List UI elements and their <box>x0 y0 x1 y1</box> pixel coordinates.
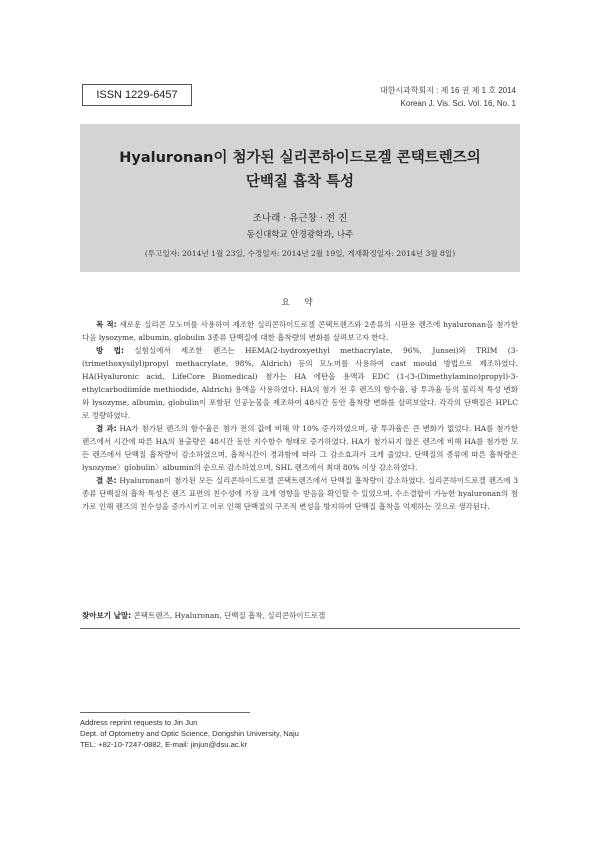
conclusion-label: 결 론: <box>96 476 117 485</box>
abstract-heading: 요 약 <box>281 298 319 308</box>
results-text: HA가 첨가된 렌즈의 함수율은 첨가 전의 값에 비해 약 10% 증가하였으며, 광 투과율은 큰 변화가 없었다. HA를 첨가한 렌즈에서 시간에 따른 HA의 용출량은 48시간 동안 지수함수 형태로 증가하였다. HA가 첨가되지 않은 렌즈에 비해 HA를 첨가한 모든 렌즈에서 단백질 흡착량이 감소하였으며, 흡착시간이 경과함에 따라 그 감소효과가 크게 줄었다. 단백질의 종류에 따른 흡착량은 lysozyme〉globulin〉albumin의 순으로 감소하였으며, SHL 렌즈에서 최대 80% 이상 감소하였다. <box>82 424 518 472</box>
journal-citation <box>380 84 516 110</box>
abstract-divider <box>80 628 520 629</box>
paper-title <box>80 146 520 194</box>
journal-citation-english: Korean J. Vis. Sci. Vol. 16, No. 1 <box>400 99 516 108</box>
footnote <box>80 717 520 750</box>
issn-box: ISSN 1229-6457 <box>82 84 192 106</box>
abstract-results <box>82 422 518 474</box>
authors: 조나래 · 유근창 · 전 진 <box>252 213 348 224</box>
affiliation: 동신대학교 안경광학과, 나주 <box>246 230 354 240</box>
conclusion-text: Hyaluronan이 첨가된 모든 실리콘하이드로겔 콘택트렌즈에서 단백질 흡착량이 감소하였다. 실리콘하이드로겔 렌즈에 3종류 단백질의 흡착 특성은 렌즈 표면의 친수성에 가장 크게 영향을 받음을 확인할 수 있었으며, 수소결합이 가능한 hyaluronan의 첨가로 인해 렌즈의 친수성을 증가시키고 이로 인해 단백질의 구조적 변성을 방지하여 단백질 흡착을 억제하는 것으로 생각된다. <box>82 476 519 511</box>
methods-label: 방 법: <box>96 346 125 355</box>
abstract-conclusion <box>82 474 518 513</box>
purpose-text: 새로운 실리콘 모노머를 사용하여 제조한 실리콘하이드로겔 콘택트렌즈와 2종류의 시판용 렌즈에 hyaluronan을 첨가한 다음 lysozyme, albumin, globulin 3종류 단백질에 대한 흡착량의 변화를 살펴보고자 한다. <box>82 320 518 342</box>
purpose-label: 목 적: <box>96 320 117 329</box>
keywords-text: 콘택트렌즈, Hyaluronan, 단백질 흡착, 실리콘하이드로겔 <box>133 611 326 620</box>
footnote-line-2: Dept. of Optometry and Optic Science, Dongshin University, Naju <box>80 729 299 738</box>
abstract-methods <box>82 344 518 422</box>
footnote-line-3: TEL: +82-10-7247-0882, E-mail: jinjun@dsu.ac.kr <box>80 740 248 749</box>
results-label: 결 과: <box>96 424 117 433</box>
methods-text: 실험실에서 제조한 렌즈는 HEMA(2-hydroxyethyl methacrylate, 96%, Junsei)와 TRIM (3-(trimethoxysilyl)propyl methacrylate, 98%, Aldrich) 등의 모노머를 사용하여 cast mould 방법으로 제조하였다. HA(Hyaluronic acid, LifeCore Biomedical) 첨가는 HA 에탄올 용액과 EDC (1-(3-(Dimethylamino)propyl)-3-ethylcarbodiimide methiodide, Aldrich) 용액을 사용하였다. HA의 첨가 전 후 렌즈의 함수율, 광 투과율 등의 물리적 특성 변화와 lysozyme, albumin, globulin이 포함된 인공눈물을 제조하여 48시간 동안 흡착량 변화를 살펴보았다. 각각의 단백질은 HPLC로 정량하였다. <box>82 346 518 420</box>
abstract-purpose <box>82 318 518 344</box>
keywords-label: 찾아보기 낱말: <box>82 611 132 620</box>
paper-title-line-1: Hyaluronan이 첨가된 실리콘하이드로겔 콘택트렌즈의 <box>119 150 481 166</box>
footnote-divider <box>80 712 250 713</box>
keywords <box>82 609 518 622</box>
journal-citation-korean: 대한시과학회지 : 제 16 권 제 1 호 2014 <box>379 86 516 95</box>
paper-title-line-2: 단백질 흡착 특성 <box>245 174 355 190</box>
submission-dates: (투고일자: 2014년 1월 23일, 수정일자: 2014년 2월 19일, 게재확정일자: 2014년 3월 8일) <box>144 249 456 258</box>
footnote-line-1: Address reprint requests to Jin Jun <box>80 718 198 727</box>
abstract-body <box>82 318 518 513</box>
